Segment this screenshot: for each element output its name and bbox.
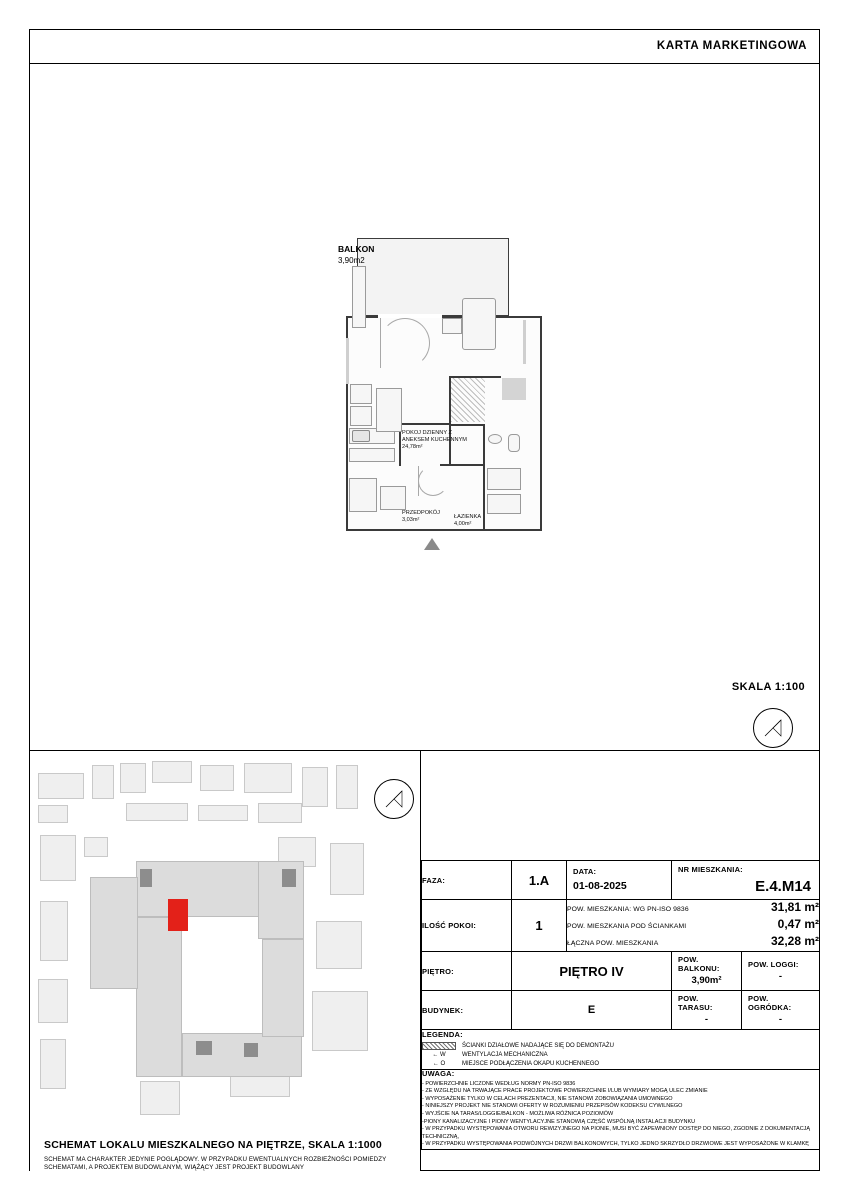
table-row-pietro: [422, 952, 820, 991]
legend-item-text: WENTYLACJA MECHANICZNA: [462, 1052, 548, 1058]
legend-item-text: MIEJSCE PODŁĄCZENIA OKAPU KUCHENNEGO: [462, 1061, 600, 1067]
page-title: KARTA MARKETINGOWA: [656, 40, 807, 52]
map-block: [120, 763, 146, 793]
room-label-hall: PRZEDPOKÓJ 3,03m²: [402, 510, 440, 523]
sofa: [462, 298, 496, 350]
pokoi-label: ILOŚĆ POKOI:: [422, 900, 512, 952]
entrance-arrow-icon: [424, 538, 440, 550]
map-caption-note: SCHEMAT MA CHARAKTER JEDYNIE POGLĄDOWY. W PRZYPADKU EWENTUALNYCH ROZBIEŻNOŚCI POMIEDZY SCHEMATAMI, A PROJEKTEM BUDOWLANYM, WIĄŻĄCY JEST PROJEKT BUDOWLANY: [44, 1156, 387, 1171]
marketing-sheet: [29, 29, 820, 1171]
area-name: POW. MIESZKANIA: WG PN-ISO 9836: [567, 906, 689, 913]
legend-item: [422, 1042, 819, 1051]
dining-chair: [350, 406, 372, 426]
note-line: -PIONY KANALIZACYJNE I PIONY WENTYLACYJNE STANOWIĄ CZĘŚĆ WSPÓLNĄ INSTALACJI BUDYNKU: [422, 1118, 696, 1125]
legend-cell: [422, 1030, 820, 1070]
building-wing-west: [136, 917, 182, 1077]
window: [346, 338, 349, 384]
nr-mieszkania-label: NR MIESZKANIA:: [678, 865, 743, 874]
site-map: [30, 751, 420, 1171]
door-swing-arc: [418, 466, 448, 496]
area-row: [567, 900, 819, 917]
balkon-label: POW. BALKONU:: [678, 955, 720, 973]
toilet: [508, 434, 520, 452]
map-block: [38, 979, 68, 1023]
map-block: [40, 901, 68, 961]
map-block: [38, 805, 68, 823]
map-block: [198, 805, 248, 821]
shower: [487, 468, 521, 490]
map-block: [200, 765, 234, 791]
area-value: 0,47 m²: [777, 917, 820, 931]
room-label-bathroom: ŁAZIENKA 4,00m²: [454, 514, 482, 527]
taras-value: -: [704, 1014, 709, 1025]
interior-wall: [449, 464, 485, 466]
map-block: [302, 767, 328, 807]
building-wing-east: [258, 861, 304, 939]
note-line: - W PRZYPADKU WYSTĘPOWANIA OTWORU REWIZYJNEGO NA PIONIE, MUSI BYĆ ZAPEWNIONY DOSTĘP DO NIEGO, ZGODNIE Z DOKUMENTACJĄ TECHNICZNĄ,: [422, 1126, 811, 1140]
ogrodka-value: -: [778, 1014, 783, 1025]
map-block: [38, 773, 84, 799]
note-line: - ZE WZGLĘDU NA TRWAJĄCE PRACE PROJEKTOWE POWIERZCHNIE I/LUB WYMIARY MOGĄ ULEC ZMIANIE: [422, 1088, 708, 1095]
kitchen-counter: [349, 448, 395, 462]
taras-label: POW. TARASU:: [678, 994, 713, 1012]
building-wing-far-west: [90, 877, 138, 989]
interior-wall: [483, 424, 485, 530]
balcony-label: [338, 244, 374, 266]
interior-wall: [440, 464, 451, 466]
area-name: ŁĄCZNA POW. MIESZKANIA: [567, 940, 659, 947]
compass-north-icon-map: [374, 779, 414, 819]
areas-cell: [567, 900, 820, 952]
ogrodka-label: POW. OGRÓDKA:: [748, 994, 792, 1012]
map-block: [316, 921, 362, 969]
map-unit-marker: [282, 869, 296, 887]
map-block: [336, 765, 358, 809]
balcony-area: 3,90m2: [338, 256, 365, 265]
legend-title: LEGENDA:: [422, 1030, 463, 1039]
cooktop: [352, 430, 370, 442]
window: [523, 320, 526, 364]
floorplan-area: [30, 63, 819, 750]
coffee-table: [442, 318, 462, 334]
notes-title: UWAGA:: [422, 1069, 455, 1078]
legend-item-text: ŚCIANKI DZIAŁOWE NADAJĄCE SIĘ DO DEMONTAŻU: [462, 1043, 614, 1049]
door-leaf: [418, 466, 419, 496]
note-line: - WYJŚCIE NA TARAS/LOGGIE/BALKON - MOŻLIWA RÓŻNICA POZIOMÓW: [422, 1110, 614, 1117]
map-block: [140, 1081, 180, 1115]
room-label-living: POKOJ DZIENNY Z ANEKSEM KUCHENNYM 24,78m²: [402, 430, 467, 450]
door-swing-arc: [380, 318, 430, 368]
building-wing-far-east: [262, 939, 304, 1037]
balcony-name: BALKON: [338, 244, 375, 254]
plan-scale-label: SKALA 1:100: [731, 681, 805, 693]
faza-label: FAZA:: [422, 861, 512, 900]
data-value: 01-08-2025: [573, 880, 627, 892]
area-row: [567, 917, 819, 934]
map-caption-title: SCHEMAT LOKALU MIESZKALNEGO NA PIĘTRZE, SKALA 1:1000: [44, 1139, 382, 1151]
map-caption: [44, 1139, 414, 1171]
sink: [488, 434, 502, 444]
legend-item: [422, 1060, 819, 1069]
note-line: - W PRZYPADKU WYSTĘPOWANIA PODWÓJNYCH DRZWI BALKONOWYCH, TYLKO JEDNO SKRZYDŁO DRZWIOWE JEST WYPOSAŻONE W KLAMKĘ: [422, 1141, 809, 1148]
building-wing-north: [136, 861, 264, 917]
faza-value: 1.A: [512, 861, 567, 900]
kitchen-cabinet: [349, 478, 377, 512]
floorplan-drawing: [330, 238, 560, 658]
area-value: 32,28 m²: [770, 934, 820, 948]
map-block: [244, 763, 292, 793]
bathtub: [487, 494, 521, 514]
table-row-notes: [422, 1070, 820, 1150]
arrow-o-icon: ← O: [432, 1061, 446, 1067]
area-value: 31,81 m²: [770, 900, 820, 914]
map-block: [84, 837, 108, 857]
map-unit-marker: [140, 869, 152, 887]
budynek-value: E: [512, 991, 672, 1030]
fridge: [380, 486, 406, 510]
map-unit-marker: [244, 1043, 258, 1057]
legend-item: [422, 1051, 819, 1060]
wardrobe: [352, 266, 366, 328]
nr-mieszkania-value: E.4.M14: [755, 878, 812, 895]
arrow-w-icon: ← W: [432, 1052, 446, 1058]
duct-shaft: [502, 378, 526, 400]
dining-chair: [350, 384, 372, 404]
notes-cell: [422, 1070, 820, 1150]
hatch-symbol-icon: [422, 1042, 456, 1052]
area-name: POW. MIESZKANIA POD ŚCIANKAMI: [567, 923, 687, 930]
map-block: [92, 765, 114, 799]
interior-wall: [399, 423, 451, 425]
compass-north-icon: [753, 708, 793, 748]
building-wing-south: [182, 1033, 302, 1077]
data-label: DATA:: [573, 867, 597, 876]
pietro-label: PIĘTRO:: [422, 952, 512, 991]
table-row-faza: [422, 861, 820, 900]
budynek-label: BUDYNEK:: [422, 991, 512, 1030]
interior-wall: [449, 424, 485, 426]
note-line: - WYPOSAŻENIE TYLKO W CELACH PREZENTACJI, NIE STANOWI ZOBOWIĄZANIA UMOWNEGO: [422, 1095, 673, 1102]
door-leaf: [380, 318, 381, 368]
table-row-legend: [422, 1030, 820, 1070]
note-line: - POWIERZCHNIE LICZONE WEDŁUG NORMY PN-ISO 9836: [422, 1080, 576, 1087]
loggi-value: -: [778, 970, 783, 982]
apartment-info-table: [421, 860, 820, 1150]
info-panel: [421, 751, 819, 1171]
map-block: [126, 803, 188, 821]
table-row-budynek: [422, 991, 820, 1030]
demountable-wall-hatch: [451, 378, 485, 422]
map-block: [330, 843, 364, 895]
map-block: [40, 835, 76, 881]
table-row-areas: [422, 900, 820, 952]
dining-table: [376, 388, 402, 432]
pietro-value: PIĘTRO IV: [512, 952, 672, 991]
map-unit-marker: [196, 1041, 212, 1055]
map-block: [40, 1039, 66, 1089]
map-block: [258, 803, 302, 823]
map-block: [312, 991, 368, 1051]
pokoi-value: 1: [512, 900, 567, 952]
area-row: [567, 934, 819, 951]
highlighted-apartment: [168, 899, 188, 931]
note-line: - NINIEJSZY PROJEKT NIE STANOWI OFERTY W ROZUMIENIU PRZEPISÓW KODEKSU CYWILNEGO: [422, 1103, 683, 1110]
balcony-door-opening: [378, 314, 442, 318]
balkon-value: 3,90m²: [691, 975, 722, 986]
map-block: [152, 761, 192, 783]
loggi-label: POW. LOGGI:: [748, 959, 799, 969]
